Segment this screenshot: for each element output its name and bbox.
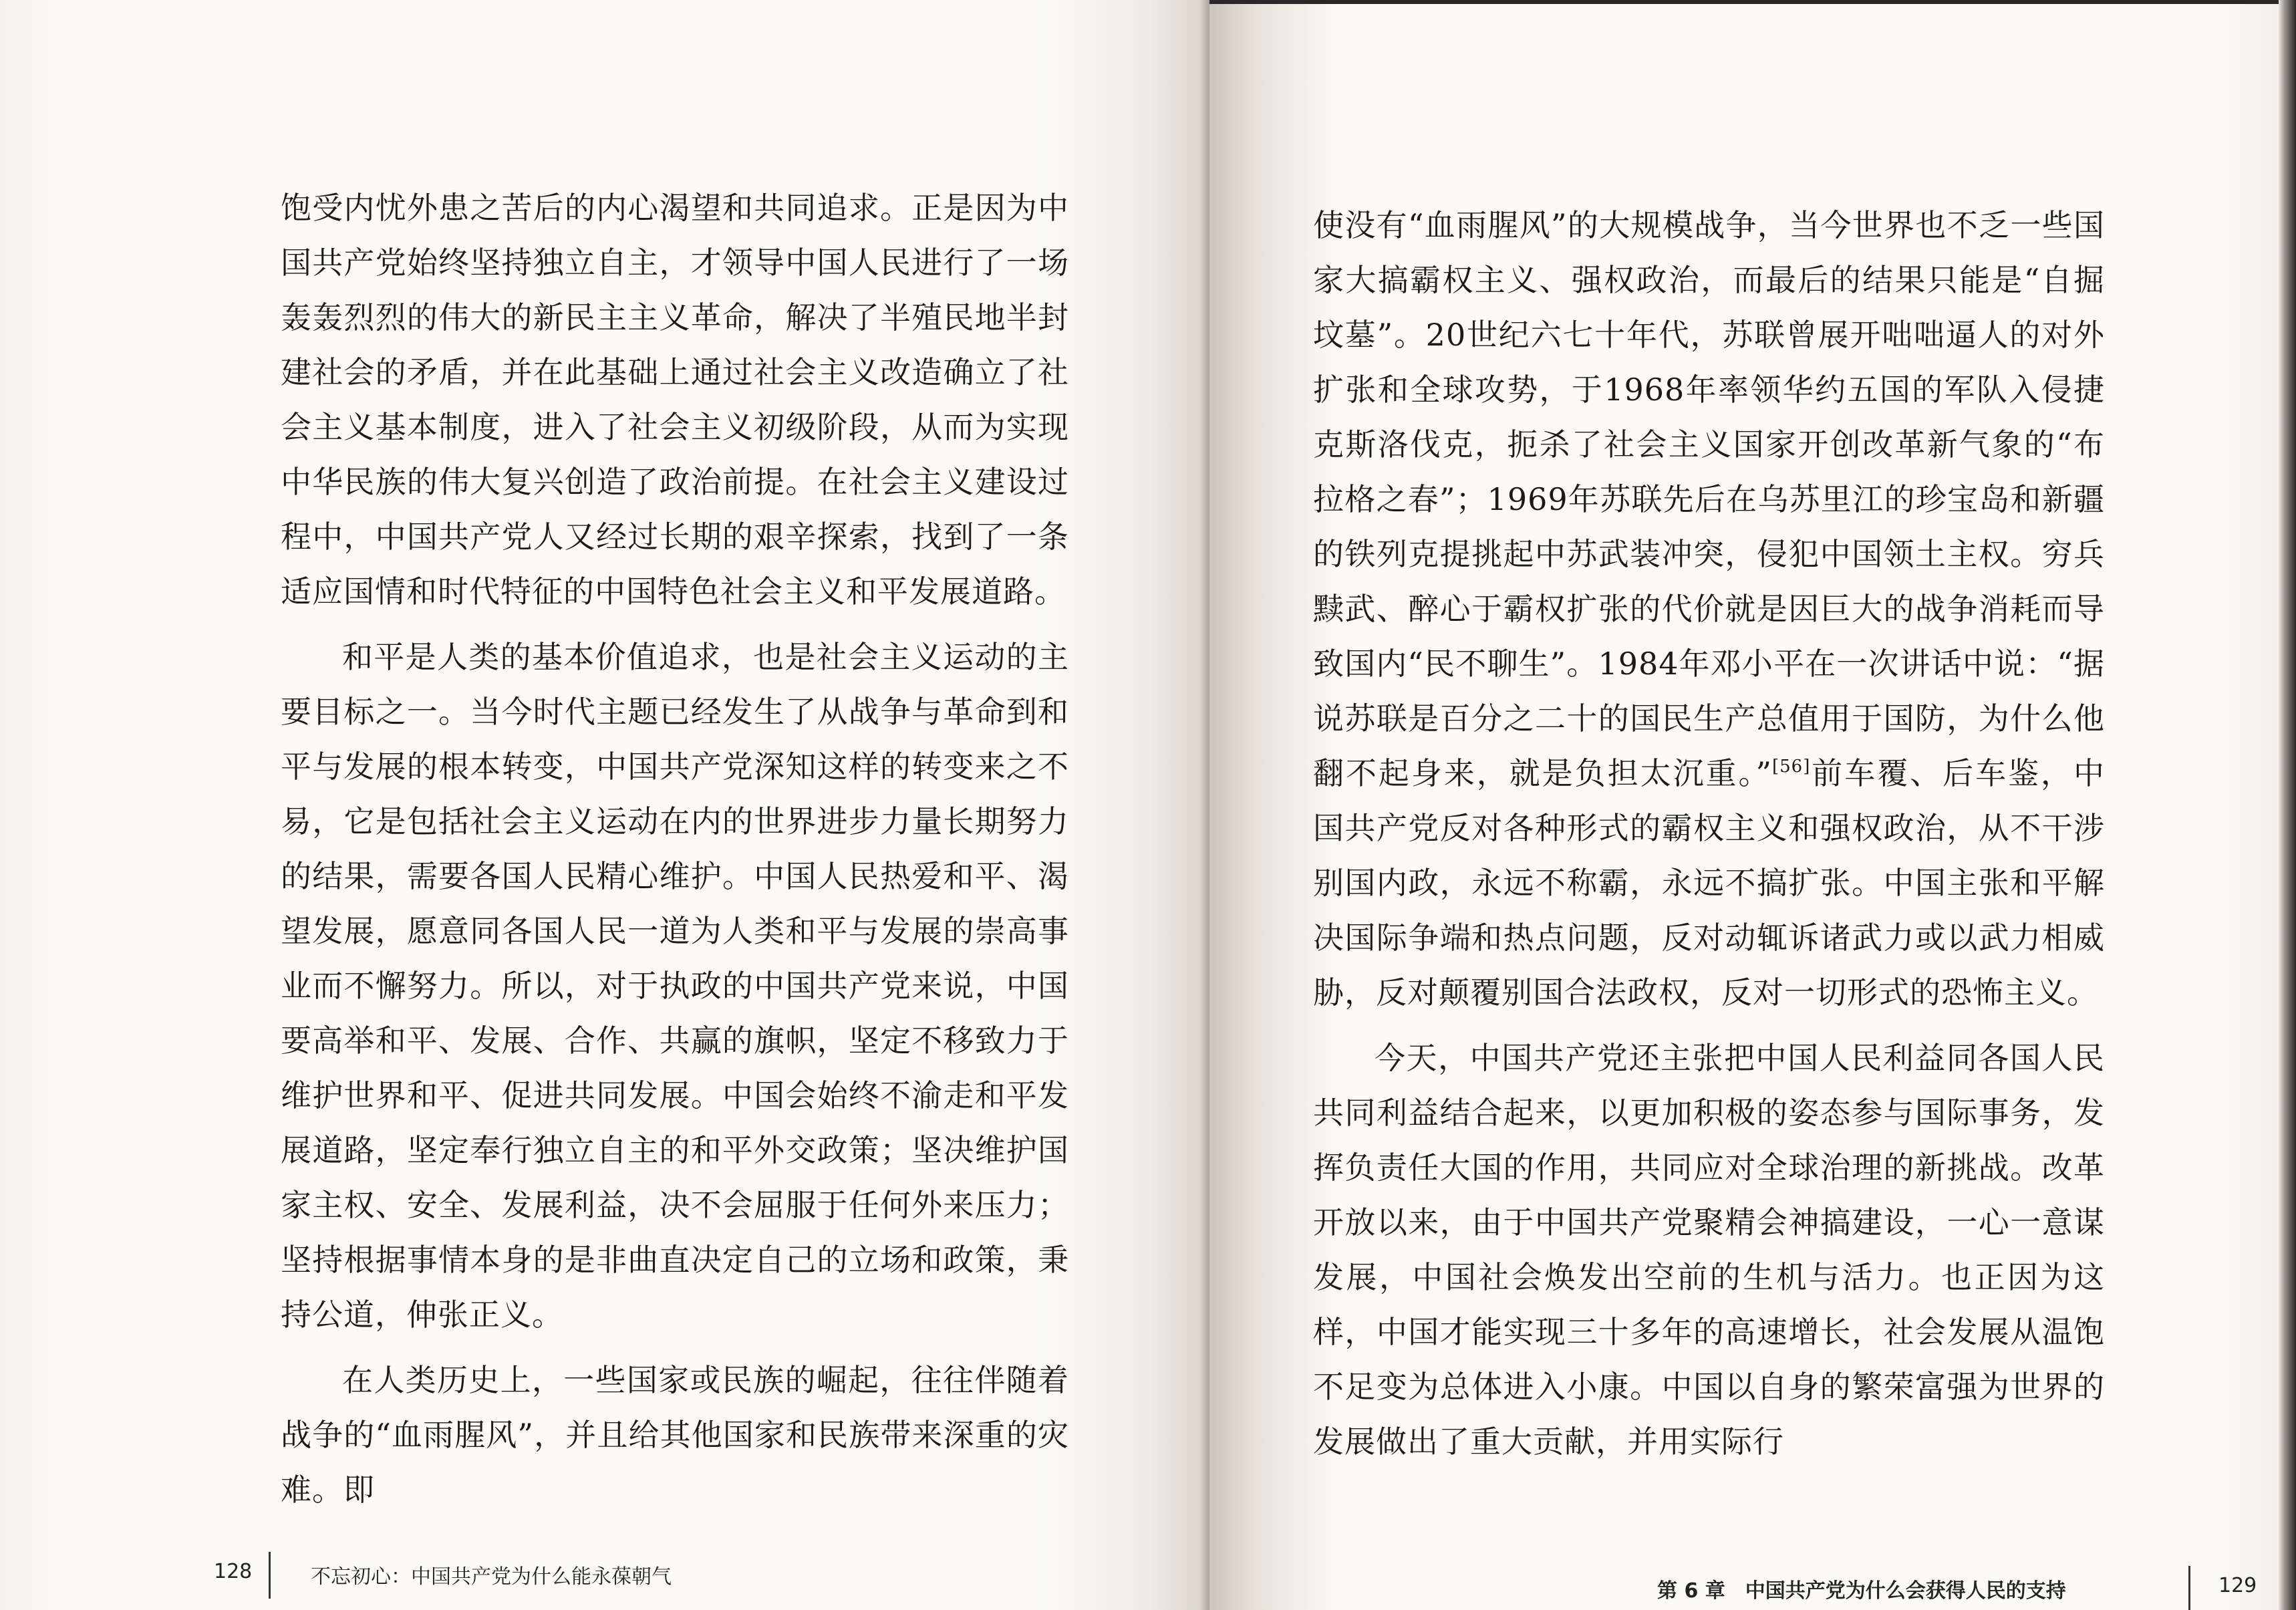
right-paragraph-1 [1313, 198, 2105, 1020]
right-page [1209, 0, 2296, 1610]
scan-edge-top [1209, 0, 2296, 4]
right-paragraph-1-text: 使没有“血雨腥风”的大规模战争，当今世界也不乏一些国家大搞霸权主义、强权政治，而最后的结果只能是“自掘坟墓”。20世纪六七十年代，苏联曾展开咄咄逼人的对外扩张和全球攻势，于1968年率领华约五国的军队入侵捷克斯洛伐克，扼杀了社会主义国家开创改革新气象的“布拉格之春”；1969年苏联先后在乌苏里江的珍宝岛和新疆的铁列克提挑起中苏武装冲突，侵犯中国领土主权。穷兵黩武、醉心于霸权扩张的代价就是因巨大的战争消耗而导致国内“民不聊生”。1984年邓小平在一次讲话中说：“据说苏联是百分之二十的国民生产总值用于国防，为什么他翻不起身来，就是负担太沉重。” [1313, 207, 2105, 791]
footer-divider [269, 1552, 271, 1599]
scan-edge-right [2279, 0, 2296, 1610]
footnote-marker: [56] [1771, 757, 1811, 777]
chapter-label: 第 6 章 中国共产党为什么会获得人民的支持 [1657, 1579, 2066, 1603]
left-paragraph-2: 和平是人类的基本价值追求，也是社会主义运动的主要目标之一。当今时代主题已经发生了从战争与革命到和平与发展的根本转变，中国共产党深知这样的转变来之不易，它是包括社会主义运动在内的世界进步力量长期努力的结果，需要各国人民精心维护。中国人民热爱和平、渴望发展，愿意同各国人民一道为人类和平与发展的崇高事业而不懈努力。所以，对于执政的中国共产党来说，中国要高举和平、发展、合作、共赢的旗帜，坚定不移致力于维护世界和平、促进共同发展。中国会始终不渝走和平发展道路，坚定奉行独立自主的和平外交政策；坚决维护国家主权、安全、发展利益，决不会屈服于任何外来压力；坚持根据事情本身的是非曲直决定自己的立场和政策，秉持公道，伸张正义。 [281, 639, 1069, 1333]
left-page-body [281, 180, 1069, 1517]
running-title: 不忘初心：中国共产党为什么能永葆朝气 [311, 1565, 672, 1589]
right-page-body [1313, 198, 2105, 1469]
left-paragraph-1: 饱受内忧外患之苦后的内心渴望和共同追求。正是因为中国共产党始终坚持独立自主，才领导中国人民进行了一场轰轰烈烈的伟大的新民主主义革命，解决了半殖民地半封建社会的矛盾，并在此基础上通过社会主义改造确立了社会主义基本制度，进入了社会主义初级阶段，从而为实现中华民族的伟大复兴创造了政治前提。在社会主义建设过程中，中国共产党人又经过长期的艰辛探索，找到了一条适应国情和时代特征的中国特色社会主义和平发展道路。 [281, 190, 1069, 610]
right-paragraph-1-continuation: 前车覆、后车鉴，中国共产党反对各种形式的霸权主义和强权政治，从不干涉别国内政，永远不称霸，永远不搞扩张。中国主张和平解决国际争端和热点问题，反对动辄诉诸武力或以武力相威胁，反对颠覆别国合法政权，反对一切形式的恐怖主义。 [1313, 755, 2105, 1011]
page-number: 129 [2218, 1574, 2257, 1597]
right-paragraph-2: 今天，中国共产党还主张把中国人民利益同各国人民共同利益结合起来，以更加积极的姿态参与国际事务，发挥负责任大国的作用，共同应对全球治理的新挑战。改革开放以来，由于中国共产党聚精会神搞建设，一心一意谋发展，中国社会焕发出空前的生机与活力。也正因为这样，中国才能实现三十多年的高速增长，社会发展从温饱不足变为总体进入小康。中国以自身的繁荣富强为世界的发展做出了重大贡献，并用实际行 [1313, 1040, 2105, 1460]
footer-divider [2188, 1566, 2190, 1610]
page-number: 128 [214, 1560, 253, 1583]
left-paragraph-3: 在人类历史上，一些国家或民族的崛起，往往伴随着战争的“血雨腥风”，并且给其他国家和民族带来深重的灾难。即 [281, 1362, 1069, 1508]
